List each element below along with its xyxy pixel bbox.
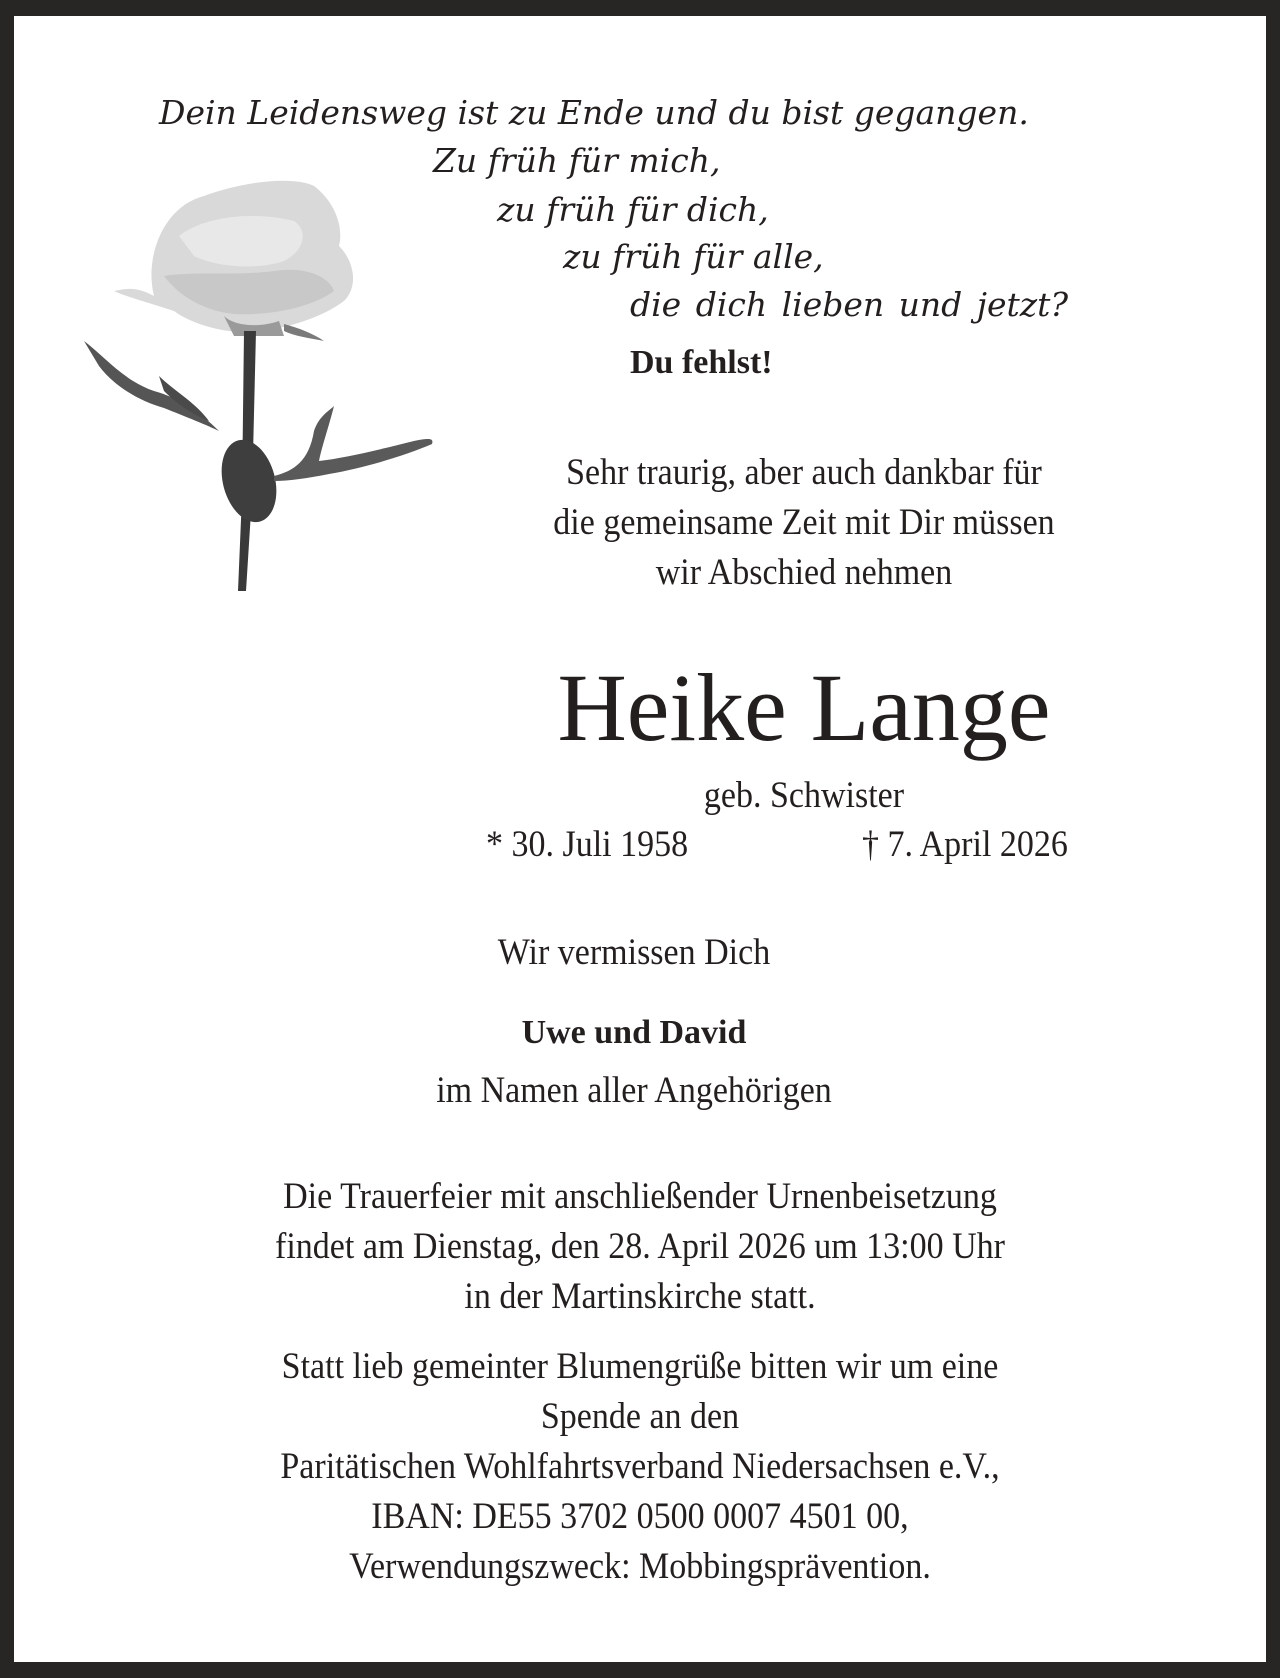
mourners-message: Wir vermissen Dich	[497, 932, 771, 973]
poem-line: Dein Leidensweg ist zu Ende und du bist gegangen.	[159, 93, 1029, 132]
intro-line: Sehr traurig, aber auch dankbar für	[566, 452, 1042, 493]
mourners-on-behalf: im Namen aller Angehörigen	[436, 1070, 832, 1111]
poem-line: zu früh für alle,	[563, 237, 824, 276]
birth-date: * 30. Juli 1958	[486, 824, 689, 865]
donation-line: Statt lieb gemeinter Blumengrüße bitten wir um eine	[281, 1346, 999, 1387]
mourners-names: Uwe und David	[521, 1014, 747, 1051]
donation-purpose: Verwendungszweck: Mobbingsprävention.	[349, 1546, 931, 1587]
birth-name: geb. Schwister	[703, 775, 905, 816]
intro-line: wir Abschied nehmen	[655, 552, 953, 593]
obituary-notice	[14, 16, 1266, 1662]
poem-closing: Du fehlst!	[630, 344, 773, 381]
donation-iban: IBAN: DE55 3702 0500 0007 4501 00,	[371, 1496, 909, 1537]
poem-line: Zu früh für mich,	[433, 141, 721, 180]
poem-line: zu früh für dich,	[497, 190, 769, 229]
donation-line: Paritätischen Wohlfahrtsverband Niedersachsen e.V.,	[280, 1446, 1000, 1487]
funeral-line: in der Martinskirche statt.	[464, 1276, 816, 1317]
deceased-name: Heike Lange	[557, 654, 1051, 761]
donation-line: Spende an den	[540, 1396, 740, 1437]
funeral-line: Die Trauerfeier mit anschließender Urnenbeisetzung	[283, 1176, 997, 1217]
intro-line: die gemeinsame Zeit mit Dir müssen	[553, 502, 1055, 543]
poem-line: die dich lieben und jetzt?	[630, 285, 1069, 324]
death-date: † 7. April 2026	[862, 824, 1068, 865]
funeral-line: findet am Dienstag, den 28. April 2026 um 13:00 Uhr	[275, 1226, 1005, 1267]
